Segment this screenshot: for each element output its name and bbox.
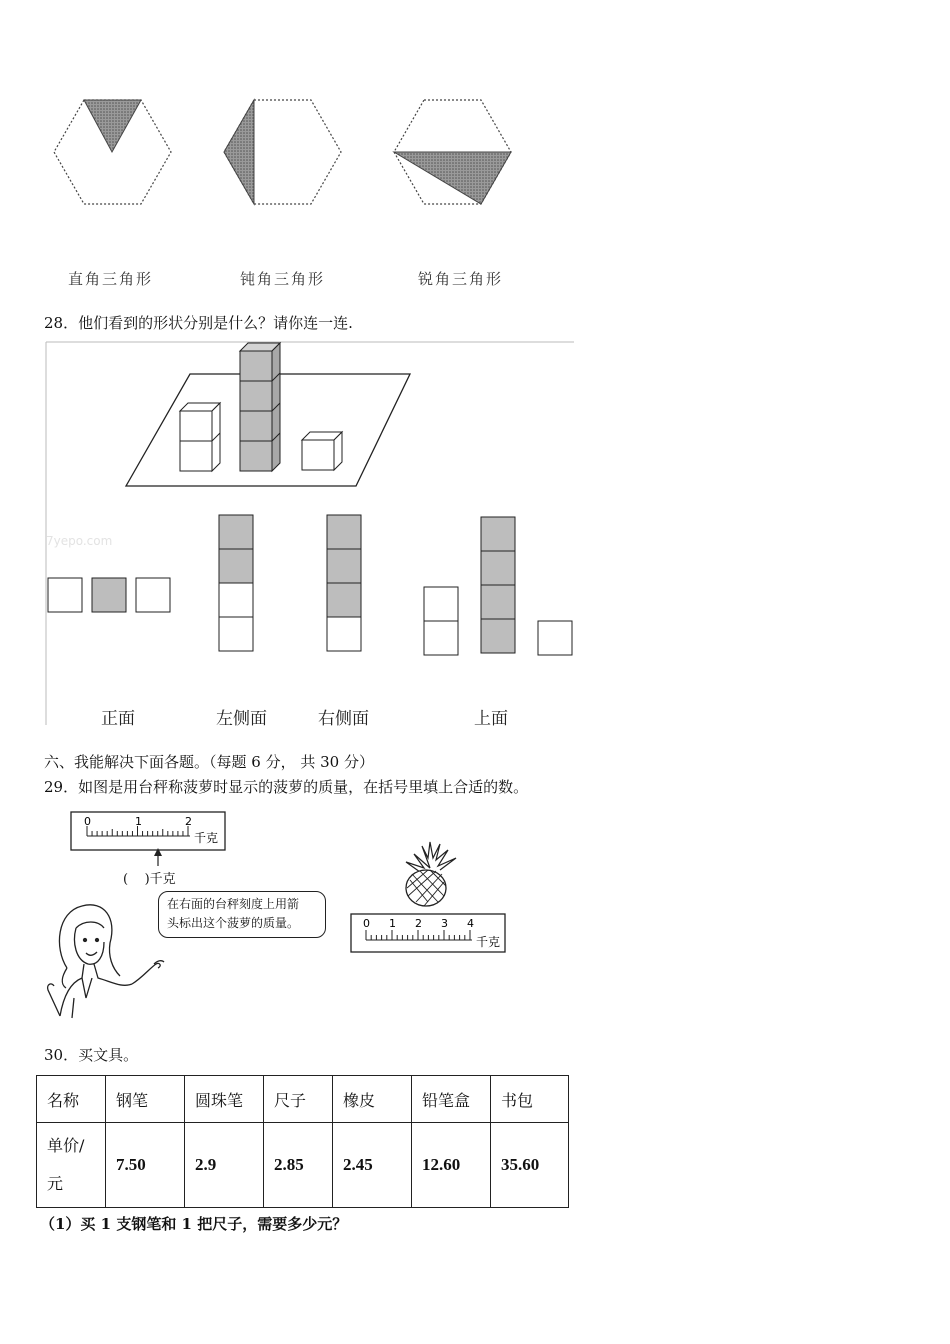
stationery-price-table [36,1075,569,1208]
table-header-cell: 名称 [37,1076,106,1123]
view-label-front: 正面 [101,709,135,729]
view-front-figure [48,578,170,612]
scale2-tick-0: 0 [363,917,370,930]
question-30-text: 30．买文具。 [44,1046,139,1064]
table-header-cell: 圆珠笔 [185,1076,264,1123]
scale1-tick-1: 1 [135,815,142,828]
scale2-tick-1: 1 [389,917,396,930]
view-right-figure [327,515,361,651]
table-header-cell: 书包 [491,1076,569,1123]
pineapple-illustration [398,840,462,908]
view-top-figure [424,517,572,655]
cube-stack-middle [240,343,280,471]
row-label-line-1: 单价/ [47,1136,85,1155]
view-label-top: 上面 [474,709,508,729]
table-row-label [37,1123,106,1208]
scale-blank-2 [350,910,510,956]
scale2-tick-2: 2 [415,917,422,930]
speech-line-1: 在右面的台秤刻度上用箭 [167,897,300,911]
hexagon-label-acute: 锐角三角形 [418,270,504,288]
table-price-cell: 12.60 [412,1123,491,1208]
hexagon-figures [40,90,530,220]
table-price-cell: 2.85 [264,1123,333,1208]
hexagon-label-right: 直角三角形 [68,270,154,288]
question-29-text: 29．如图是用台秤称菠萝时显示的菠萝的质量，在括号里填上合适的数。 [44,778,529,796]
question-28-text: 28．他们看到的形状分别是什么？请你连一连. [44,314,353,332]
cube-single-right [302,432,342,470]
question-30-sub-1: （1）买 1 支钢笔和 1 把尺子，需要多少元？ [40,1215,348,1233]
cube-stack-left [180,403,220,471]
speech-line-2: 头标出这个菠萝的质量。 [167,916,300,930]
hexagon-right-triangle [54,100,171,204]
table-header-row [37,1076,569,1123]
scale1-unit: 千克 [194,831,219,845]
view-label-left: 左侧面 [216,709,267,729]
row-label-line-2: 元 [47,1174,64,1193]
hexagon-acute-triangle [394,100,511,204]
table-price-cell: 35.60 [491,1123,569,1208]
scale1-tick-2: 2 [185,815,192,828]
scale2-unit: 千克 [476,935,501,949]
table-header-cell: 铅笔盒 [412,1076,491,1123]
hexagon-label-obtuse: 钝角三角形 [240,270,326,288]
scale1-tick-0: 0 [84,815,91,828]
table-price-cell: 2.9 [185,1123,264,1208]
view-label-right: 右侧面 [318,709,369,729]
scale2-tick-4: 4 [467,917,474,930]
table-price-cell: 7.50 [106,1123,185,1208]
hexagon-obtuse-triangle [224,100,341,204]
cube-views-figure [40,340,580,730]
watermark: 7yepo.com [46,534,113,548]
teacher-illustration [42,898,172,1022]
table-price-cell: 2.45 [333,1123,412,1208]
scale2-tick-3: 3 [441,917,448,930]
table-row-price [37,1123,569,1208]
answer-blank[interactable]: ( )千克 [123,872,176,887]
view-left-figure [219,515,253,651]
table-header-cell: 橡皮 [333,1076,412,1123]
table-header-cell: 尺子 [264,1076,333,1123]
section-6-title: 六、我能解决下面各题。（每题 6 分， 共 30 分） [44,753,374,771]
speech-bubble [158,891,326,938]
table-header-cell: 钢笔 [106,1076,185,1123]
